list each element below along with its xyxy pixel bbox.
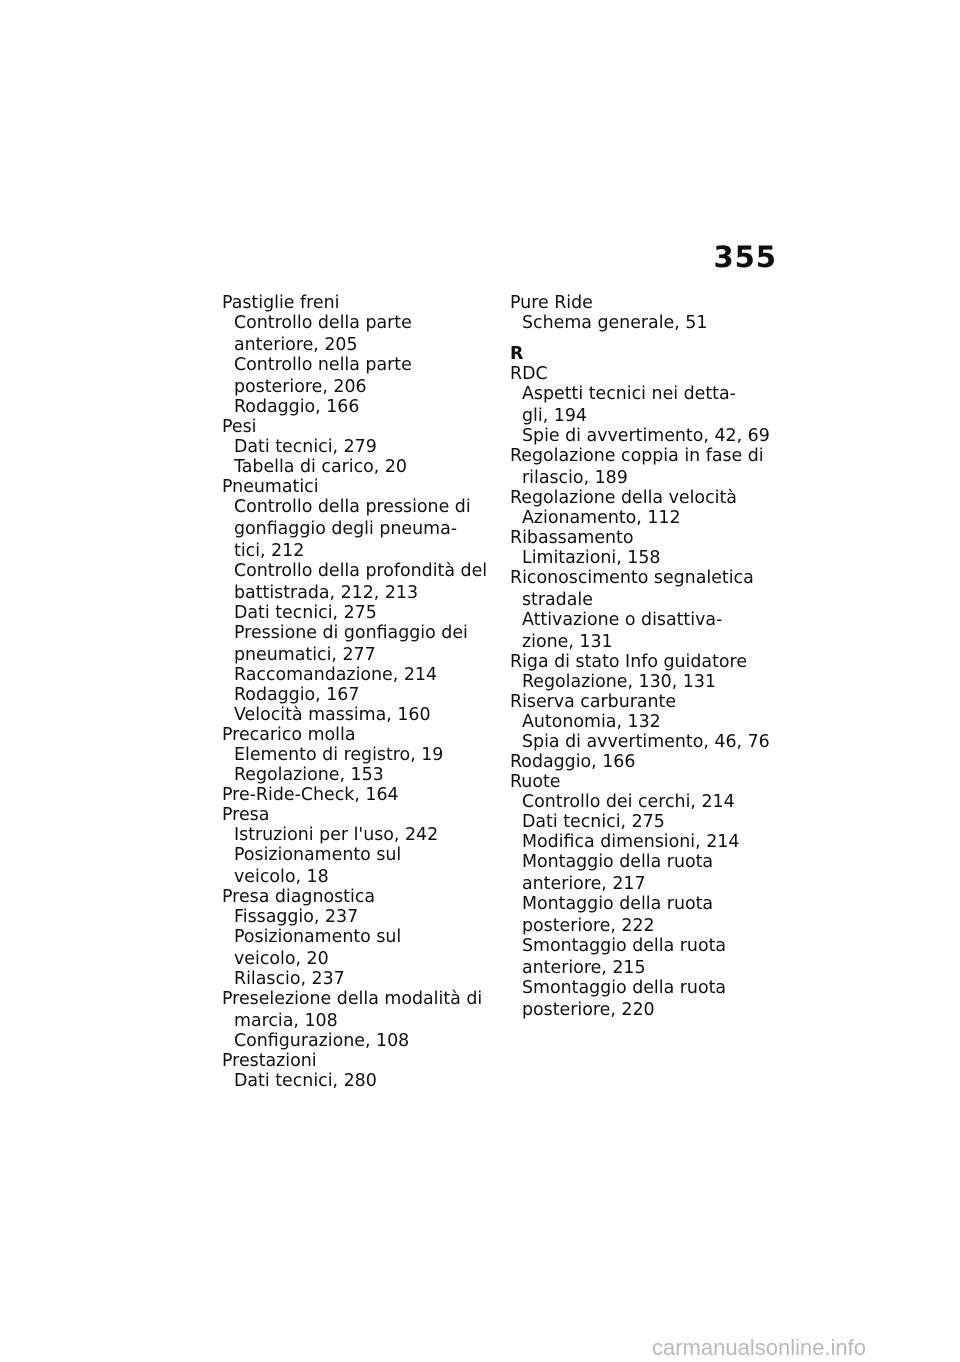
index-subentry-line: veicolo, 20 [234,949,329,969]
page-number: 355 [713,240,777,274]
index-entry [222,887,492,907]
index-entry [510,568,770,610]
index-subentry-line: Pressione di gonfiaggio dei [234,623,468,643]
index-subentry-line: Schema generale, 51 [522,313,708,333]
index-entry [222,785,492,805]
index-subentry-line: Autonomia, 132 [522,712,661,732]
index-subentry [222,969,492,989]
index-subentry [510,852,770,894]
index-subentry [222,623,492,665]
index-subentry [222,705,492,725]
index-subentry-line: anteriore, 205 [234,335,358,355]
index-subentry-line: Rodaggio, 166 [234,397,360,417]
index-entry-term-continuation: stradale [522,590,593,610]
index-entry [510,752,770,772]
index-subentry-line: Controllo della profondità del [234,561,488,581]
index-subentry-line: Elemento di registro, 19 [234,745,444,765]
index-entry-term: Regolazione coppia in fase di [510,446,764,466]
index-entry-term: Presa diagnostica [222,887,376,907]
index-subentry-line: Raccomandazione, 214 [234,665,438,685]
index-column-left [222,293,492,1091]
index-subentry-line: Aspetti tecnici nei detta- [522,384,736,404]
index-entry [510,772,770,792]
index-subentry-line: anteriore, 215 [522,958,646,978]
index-subentry [510,548,770,568]
index-entry-term: Pure Ride [510,293,593,313]
index-subentry [222,561,492,603]
index-subentry-line: Controllo dei cerchi, 214 [522,792,735,812]
index-subentry [222,665,492,685]
index-subentry-line: Attivazione o disattiva- [522,610,723,630]
index-entry-term-continuation: rilascio, 189 [522,468,628,488]
index-subentry-line: Controllo della parte [234,313,412,333]
index-entry [510,364,770,384]
index-subentry-line: posteriore, 222 [522,916,655,936]
index-subentry-line: Dati tecnici, 279 [234,437,377,457]
index-entry-term: Pneumatici [222,477,319,497]
index-entry-term: Pesi [222,417,257,437]
index-entry-term: RDC [510,364,548,384]
index-subentry [222,397,492,417]
index-entry-term: Ribassamento [510,528,634,548]
index-entry-term: Regolazione della velocità [510,488,737,508]
index-entry-term: Rodaggio, 166 [510,752,636,772]
index-subentry-line: posteriore, 206 [234,377,367,397]
index-subentry-line: Rilascio, 237 [234,969,345,989]
index-entry-term: Preselezione della modalità di [222,989,483,1009]
index-subentry [222,457,492,477]
index-subentry [222,765,492,785]
index-subentry [222,313,492,355]
index-subentry-line: pneumatici, 277 [234,645,376,665]
index-subentry-line: Spia di avvertimento, 46, 76 [522,732,770,752]
index-subentry-line: Dati tecnici, 280 [234,1071,377,1091]
index-subentry-line: Controllo nella parte [234,355,412,375]
index-subentry-line: Tabella di carico, 20 [234,457,407,477]
index-entry-term: Riga di stato Info guidatore [510,652,748,672]
index-subentry-line: posteriore, 220 [522,1000,655,1020]
index-subentry-line: zione, 131 [522,632,613,652]
index-subentry [510,712,770,732]
index-subentry [510,732,770,752]
index-subentry-line: gonfiaggio degli pneuma- [234,519,458,539]
index-subentry-line: Azionamento, 112 [522,508,681,528]
index-subentry [510,313,770,333]
index-subentry-line: Modifica dimensioni, 214 [522,832,740,852]
index-subentry-line: Regolazione, 153 [234,765,384,785]
index-entry [510,488,770,508]
index-subentry-line: Configurazione, 108 [234,1031,410,1051]
index-subentry-line: Regolazione, 130, 131 [522,672,716,692]
index-entry-term: Ruote [510,772,561,792]
index-subentry-line: Velocità massima, 160 [234,705,431,725]
index-subentry-line: Posizionamento sul [234,845,402,865]
index-entry [222,293,492,313]
index-entry-term: Pre-Ride-Check, 164 [222,785,399,805]
index-subentry [222,1031,492,1051]
index-subentry [510,936,770,978]
index-entry [510,446,770,488]
index-subentry [510,384,770,426]
index-entry-term: Riconoscimento segnaletica [510,568,754,588]
index-subentry [510,832,770,852]
index-subentry [222,745,492,765]
index-subentry-line: veicolo, 18 [234,867,329,887]
index-subentry [222,1071,492,1091]
index-subentry-line: Dati tecnici, 275 [234,603,377,623]
index-subentry-line: gli, 194 [522,406,587,426]
index-subentry-line: Smontaggio della ruota [522,936,727,956]
index-subentry-line: Spie di avvertimento, 42, 69 [522,426,770,446]
index-subentry-line: Dati tecnici, 275 [522,812,665,832]
index-subentry-line: Montaggio della ruota [522,852,714,872]
index-subentry [222,497,492,561]
index-entry [510,692,770,712]
index-subentry [510,894,770,936]
index-entry-term: Riserva carburante [510,692,677,712]
index-subentry [222,825,492,845]
index-entry-term: Pastiglie freni [222,293,340,313]
index-subentry-line: Smontaggio della ruota [522,978,727,998]
index-entry-term: Presa [222,805,270,825]
index-entry [510,652,770,672]
index-subentry [510,812,770,832]
index-subentry-line: Fissaggio, 237 [234,907,359,927]
index-subentry [222,907,492,927]
index-subentry [510,792,770,812]
index-entry [510,528,770,548]
index-entry [222,1051,492,1071]
index-entry [222,805,492,825]
index-subentry [222,355,492,397]
index-subentry [510,978,770,1020]
index-entry [222,989,492,1031]
index-subentry [222,437,492,457]
index-entry-term: Prestazioni [222,1051,317,1071]
index-subentry [510,508,770,528]
index-subentry [222,603,492,623]
index-subentry-line: Posizionamento sul [234,927,402,947]
watermark: carmanualsonline.info [652,1335,867,1360]
index-entry-term-continuation: marcia, 108 [234,1011,338,1031]
index-subentry-line: Montaggio della ruota [522,894,714,914]
index-subentry-line: battistrada, 212, 213 [234,583,419,603]
index-subentry [222,845,492,887]
index-subentry-line: Limitazioni, 158 [522,548,661,568]
index-subentry-line: Istruzioni per l'uso, 242 [234,825,439,845]
index-entry-term: Precarico molla [222,725,356,745]
index-entry [222,477,492,497]
index-subentry-line: Controllo della pressione di [234,497,471,517]
index-entry [510,293,770,313]
index-entry [222,725,492,745]
index-subentry-line: tici, 212 [234,541,305,561]
index-subentry [222,685,492,705]
index-subentry-line: anteriore, 217 [522,874,646,894]
index-subentry [222,927,492,969]
index-subentry-line: Rodaggio, 167 [234,685,360,705]
index-subentry [510,610,770,652]
index-subentry [510,672,770,692]
index-column-right [510,293,770,1020]
index-entry [222,417,492,437]
index-subentry [510,426,770,446]
index-section-letter: R [510,344,524,364]
